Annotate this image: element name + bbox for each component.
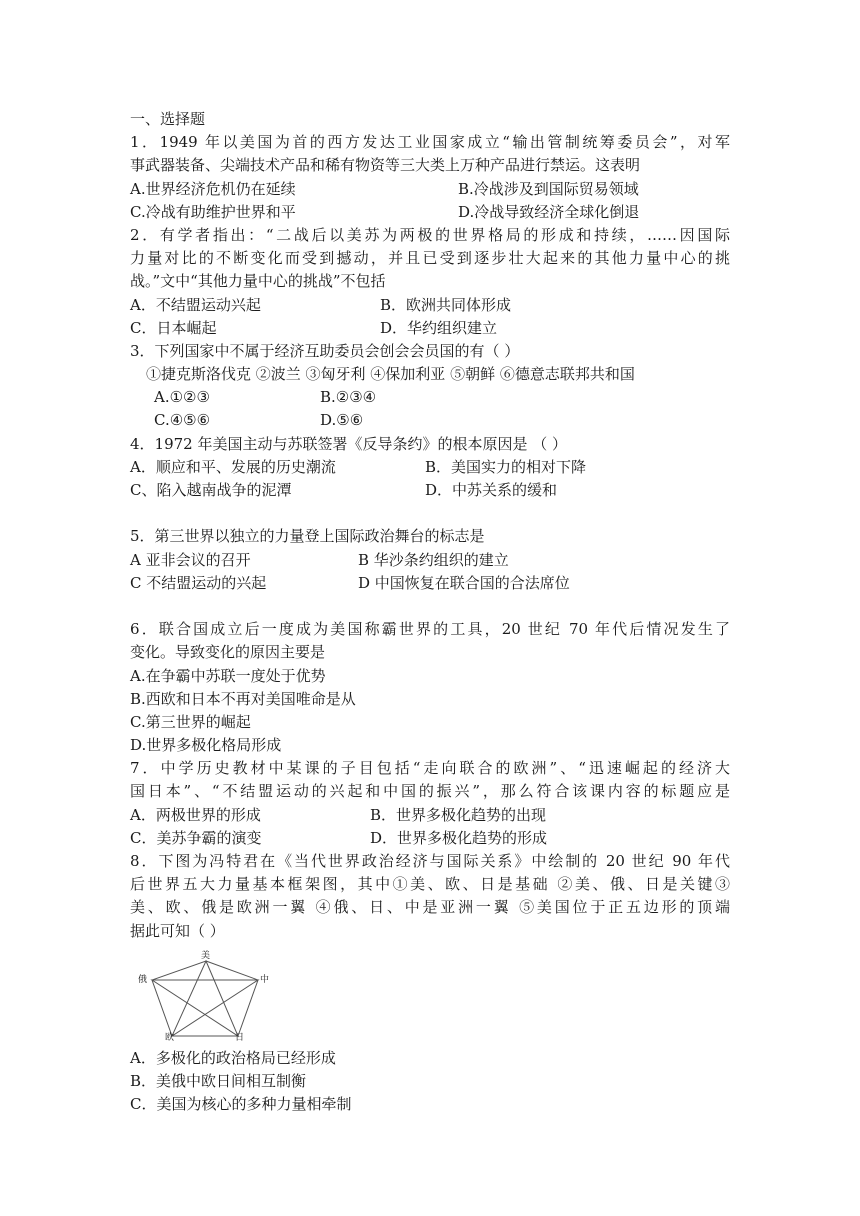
question-3 [130, 340, 730, 433]
question-5-option-d[interactable]: D 中国恢复在联合国的合法席位 [358, 573, 570, 592]
question-8-stem-line-3: 美、欧、俄是欧洲一翼 ④俄、日、中是亚洲一翼 ⑤美国位于正五边形的顶端 [130, 898, 730, 917]
question-5-option-c[interactable]: C 不结盟运动的兴起 [130, 573, 267, 592]
question-6 [130, 618, 730, 757]
question-5-option-b[interactable]: B 华沙条约组织的建立 [358, 550, 509, 569]
question-2-option-c[interactable]: C．日本崛起 [130, 318, 217, 337]
vertex-label-top: 美 [201, 950, 211, 961]
vertex-label-right: 中 [260, 974, 270, 985]
question-4 [130, 433, 730, 503]
question-2-stem-line-3: 战。”文中“其他力量中心的挑战”不包括 [130, 272, 386, 291]
section-title: 一、选择题 [130, 110, 206, 128]
question-1-option-b[interactable]: B.冷战涉及到国际贸易领域 [458, 179, 639, 198]
question-5-stem: 5．第三世界以独立的力量登上国际政治舞台的标志是 [130, 527, 485, 546]
question-1-stem-line-2: 事武器装备、尖端技术产品和稀有物资等三大类上万种产品进行禁运。这表明 [130, 156, 641, 175]
question-3-option-c[interactable]: C.④⑤⑥ [154, 411, 211, 430]
question-7-option-c[interactable]: C．美苏争霸的演变 [130, 828, 262, 847]
question-7-option-a[interactable]: A．两极世界的形成 [130, 805, 261, 824]
question-2-option-b[interactable]: B．欧洲共同体形成 [380, 295, 512, 314]
question-8-option-a[interactable]: A．多极化的政治格局已经形成 [130, 1048, 336, 1067]
question-3-stem: 3．下列国家中不属于经济互助委员会创会会员国的有（ ） [130, 341, 520, 360]
question-7 [130, 757, 730, 850]
question-4-stem: 4．1972 年美国主动与苏联签署《反导条约》的根本原因是 （ ） [130, 434, 568, 453]
question-1-option-c[interactable]: C.冷战有助维护世界和平 [130, 202, 296, 221]
vertex-label-bottom-right: 日 [235, 1032, 245, 1043]
question-4-option-a[interactable]: A．顺应和平、发展的历史潮流 [130, 457, 336, 476]
question-3-country-list: ①捷克斯洛伐克 ②波兰 ③匈牙利 ④保加利亚 ⑤朝鲜 ⑥德意志联邦共和国 [146, 365, 635, 384]
question-4-option-b[interactable]: B．美国实力的相对下降 [425, 457, 587, 476]
vertex-label-bottom-left: 欧 [165, 1032, 175, 1043]
question-1-option-a[interactable]: A.世界经济危机仍在延续 [130, 179, 296, 198]
question-2-stem-line-2: 力量对比的不断变化而受到撼动，并且已受到逐步壮大起来的其他力量中心的挑 [130, 249, 730, 268]
question-4-option-d[interactable]: D．中苏关系的缓和 [425, 481, 558, 499]
question-8-option-b[interactable]: B．美俄中欧日间相互制衡 [130, 1071, 307, 1090]
question-2-option-d[interactable]: D．华约组织建立 [380, 318, 498, 337]
question-2 [130, 224, 730, 340]
question-6-option-d[interactable]: D.世界多极化格局形成 [130, 736, 282, 755]
question-8 [130, 850, 730, 1116]
five-powers-pentagram-diagram [132, 951, 282, 1043]
question-3-option-b[interactable]: B.②③④ [320, 388, 377, 407]
question-7-option-d[interactable]: D．世界多极化趋势的形成 [370, 828, 548, 847]
question-7-stem-line-1: 7．中学历史教材中某课的子目包括“走向联合的欧洲”、“迅速崛起的经济大 [130, 759, 730, 778]
pentagram-graphic [132, 951, 282, 1043]
question-2-option-a[interactable]: A．不结盟运动兴起 [130, 295, 261, 314]
question-1-stem-line-1: 1．1949 年以美国为首的西方发达工业国家成立“输出管制统筹委员会”，对军 [130, 133, 730, 152]
question-8-stem-line-4: 据此可知（ ） [130, 921, 225, 940]
question-3-option-a[interactable]: A.①②③ [154, 388, 210, 407]
pentagon-outline [152, 961, 258, 1036]
question-7-stem-line-2: 国日本”、“不结盟运动的兴起和中国的振兴”，那么符合该课内容的标题应是 [130, 782, 730, 801]
question-3-option-d[interactable]: D.⑤⑥ [320, 411, 364, 430]
question-5-option-a[interactable]: A 亚非会议的召开 [130, 550, 251, 569]
question-7-option-b[interactable]: B．世界多极化趋势的出现 [370, 805, 547, 824]
question-5 [130, 525, 730, 595]
question-6-option-a[interactable]: A.在争霸中苏联一度处于优势 [130, 666, 326, 685]
exam-page [130, 108, 730, 1116]
question-8-option-c[interactable]: C．美国为核心的多种力量相牵制 [130, 1095, 352, 1114]
question-1-option-d[interactable]: D.冷战导致经济全球化倒退 [458, 202, 640, 221]
question-6-option-c[interactable]: C.第三世界的崛起 [130, 712, 251, 731]
question-1 [130, 131, 730, 224]
question-4-option-c[interactable]: C、陷入越南战争的泥潭 [130, 481, 292, 499]
question-6-stem-line-1: 6．联合国成立后一度成为美国称霸世界的工具，20 世纪 70 年代后情况发生了 [130, 620, 730, 639]
question-8-stem-line-2: 后世界五大力量基本框架图，其中①美、欧、日是基础 ②美、俄、日是关键③ [130, 875, 730, 894]
question-6-option-b[interactable]: B.西欧和日本不再对美国唯命是从 [130, 689, 356, 708]
question-2-stem-line-1: 2．有学者指出：“二战后以美苏为两极的世界格局的形成和持续，……因国际 [130, 225, 730, 244]
question-8-stem-line-1: 8．下图为冯特君在《当代世界政治经济与国际关系》中绘制的 20 世纪 90 年代 [130, 852, 730, 870]
question-6-stem-line-2: 变化。导致变化的原因主要是 [130, 643, 326, 662]
vertex-label-left: 俄 [138, 974, 148, 985]
